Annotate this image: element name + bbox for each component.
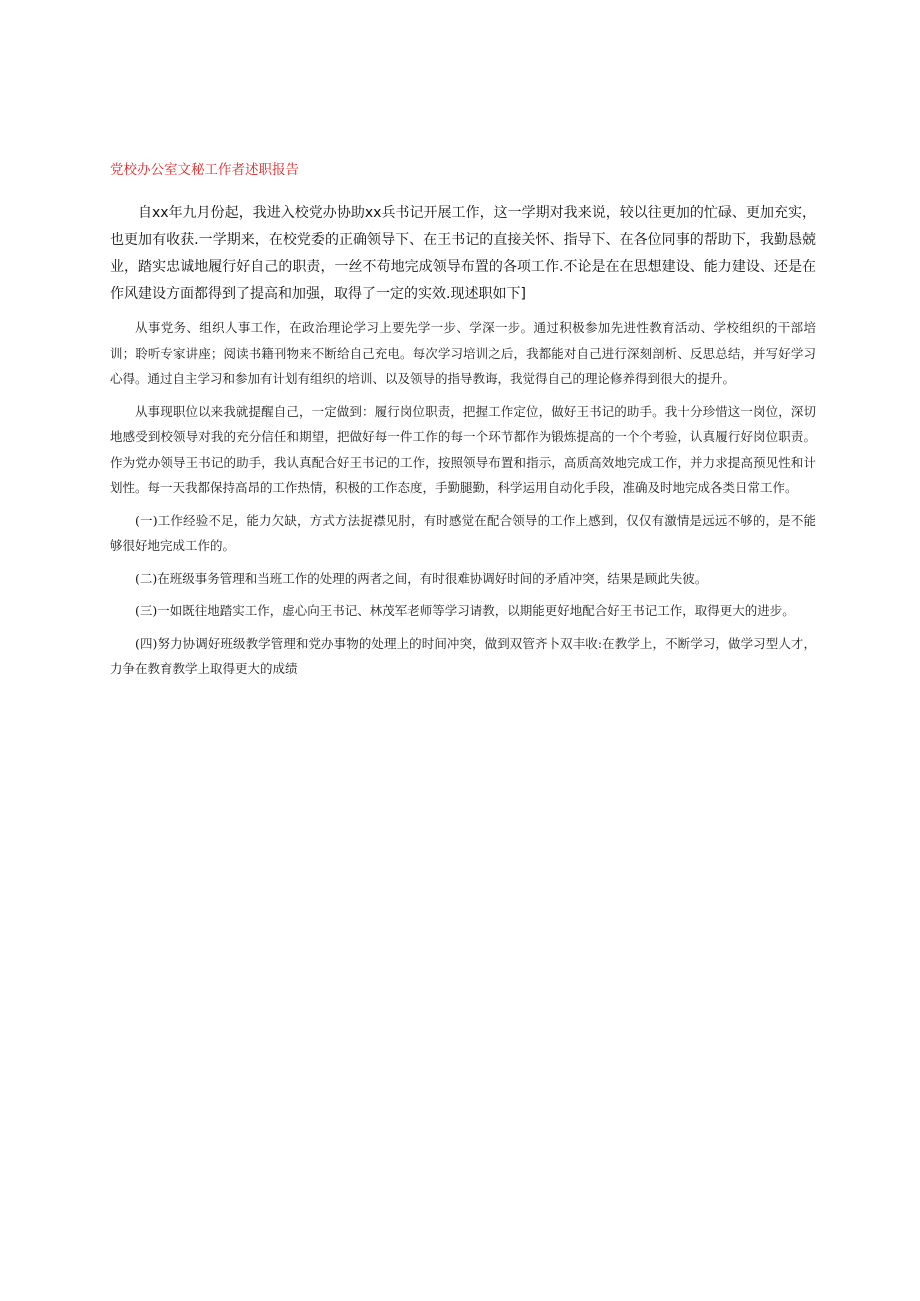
body-paragraph-job-duties: 从事现职位以来我就提醒自己，一定做到：履行岗位职责，把握工作定位，做好王书记的助手。我十分珍惜这一岗位，深切地感受到校领导对我的充分信任和期望，把做好每一件工作的每一个环节都作为锻炼提高的一个个考验，认真履行好岗位职责。作为党办领导王书记的助手，我认真配合好王书记的工作，按照领导布置和指示，高质高效地完成工作，并力求提高预见性和计划性。每一天我都保持高昂的工作热情，积极的工作态度，手勤腿勤，科学运用自动化手段，准确及时地完成各类日常工作。 [110, 403, 816, 495]
list-item-2: (二)在班级事务管理和当班工作的处理的两者之间，有时很难协调好时间的矛盾冲突，结果是顾此失彼。 [135, 570, 708, 586]
intro-paragraph: 自xx年九月份起，我进入校党办协助xx兵书记开展工作，这一学期对我来说，较以往更加的忙碌、更加充实，也更加有收获.一学期来，在校党委的正确领导下、在王书记的直接关怀、指导下、在各位同事的帮助下，我勤恳兢业，踏实忠诚地履行好自己的职责，一丝不苟地完成领导布置的各项工作.不论是在在思想建设、能力建设、还是在作风建设方面都得到了提高和加强，取得了一定的实效.现述职如下] [110, 205, 816, 302]
list-item-1: (一)工作经验不足，能力欠缺，方式方法捉襟见肘，有时感觉在配合领导的工作上感到，仅仅有激情是远远不够的，是不能够很好地完成工作的。 [110, 512, 816, 553]
body-paragraph-theory-study: 从事党务、组织人事工作，在政治理论学习上要先学一步、学深一步。通过积极参加先进性教育活动、学校组织的干部培训；聆听专家讲座；阅读书籍刊物来不断给自己充电。每次学习培训之后，我都能对自己进行深刻剖析、反思总结，并写好学习心得。通过自主学习和参加有计划有组织的培训、以及领导的指导教诲，我觉得自己的理论修养得到很大的提升。 [110, 320, 816, 386]
document-body [110, 200, 816, 689]
list-item-4: (四)努力协调好班级教学管理和党办事物的处理上的时间冲突，做到双管齐卜双丰收:在教学上，不断学习，做学习型人才，力争在教育教学上取得更大的成绩 [110, 635, 816, 676]
document-title: 党校办公室文秘工作者述职报告 [110, 162, 299, 178]
list-item-3: (三)一如既往地踏实工作，虚心向王书记、林茂军老师等学习请教，以期能更好地配合好王书记工作，取得更大的进步。 [135, 603, 795, 618]
